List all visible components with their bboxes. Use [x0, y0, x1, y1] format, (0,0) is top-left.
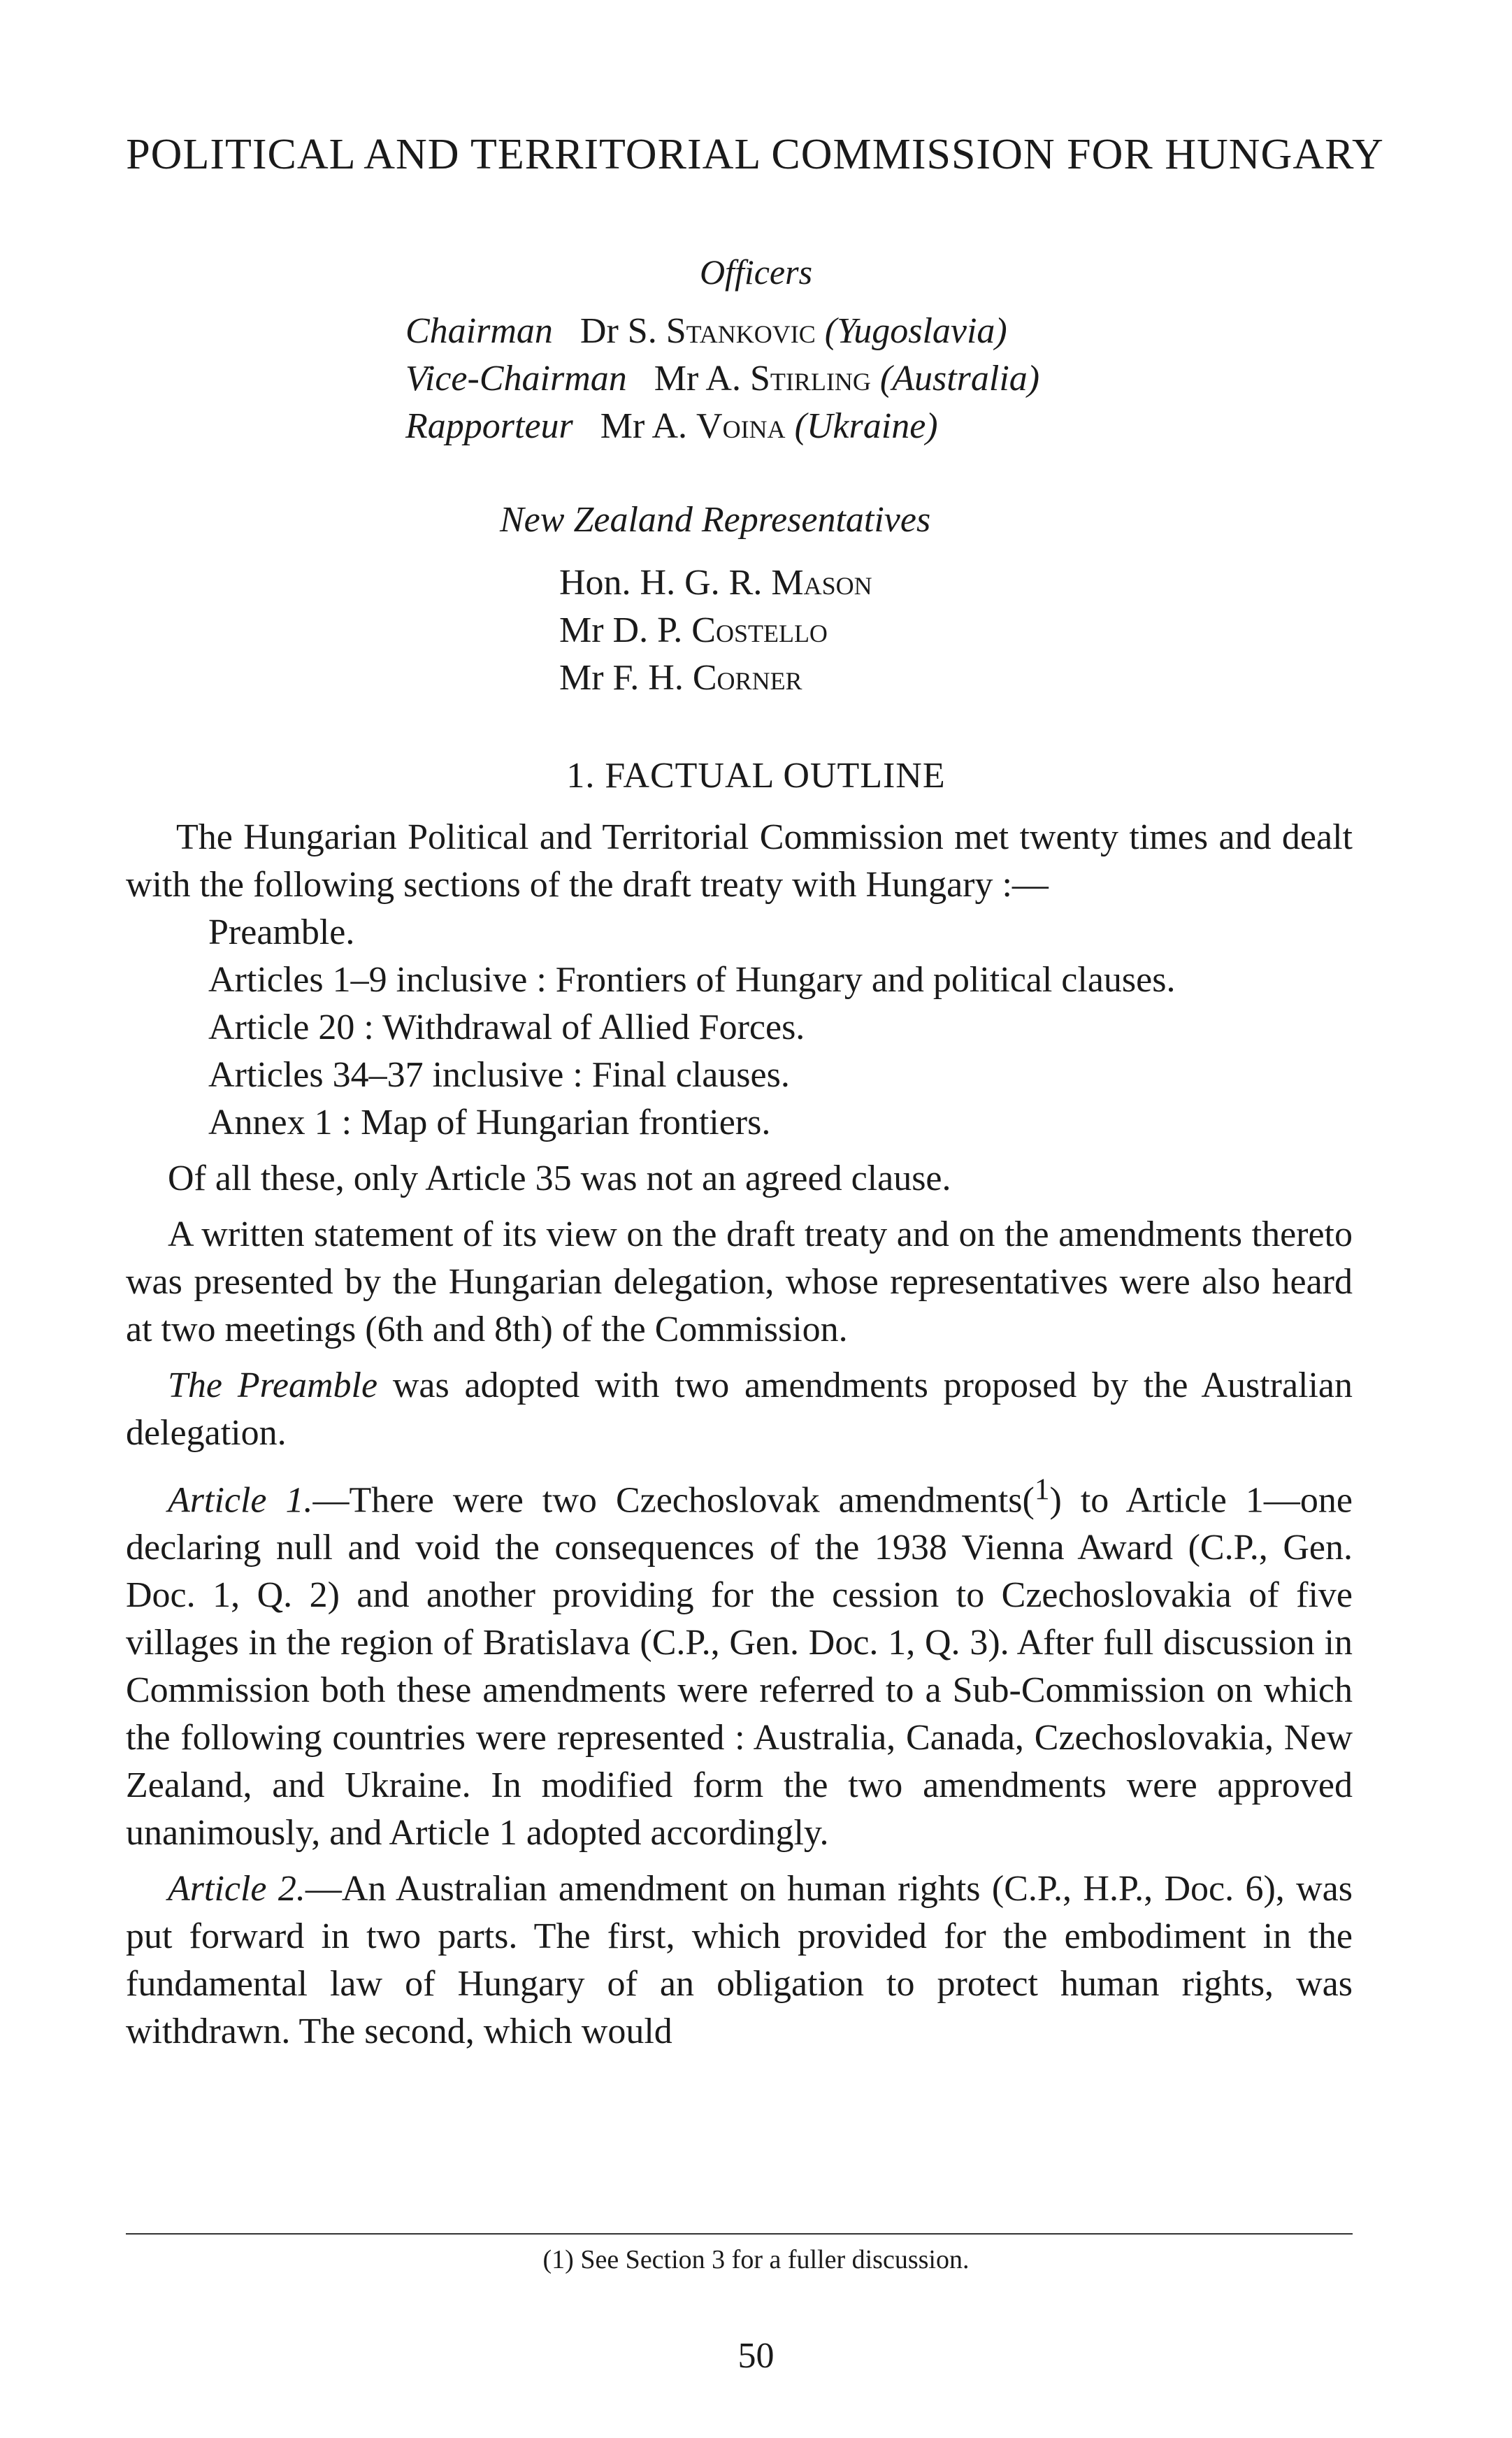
representative-title: Mr F. H.: [559, 658, 684, 698]
footnote: [0, 2244, 1512, 2275]
article-1-label: Article 1.: [168, 1480, 313, 1521]
officer-name: Stankovic: [665, 311, 816, 351]
officer-country: (Yugoslavia): [824, 311, 1007, 351]
article-1-paragraph: [126, 1465, 1353, 1857]
statement-paragraph: A written statement of its view on the draft treaty and on the amendments thereto was presented by the Hungarian delegation, whose representatives were also heard at two meetings (6th and 8th) of the Commission.: [126, 1214, 1353, 1349]
page-number: 50: [737, 2336, 775, 2376]
officer-title: Mr A.: [654, 359, 741, 399]
article-2-paragraph: [126, 1865, 1353, 2056]
officer-country: (Ukraine): [794, 406, 938, 446]
officer-row-chairman: [405, 308, 1039, 355]
treaty-sections-list: [208, 909, 1353, 1147]
officer-name: Stirling: [750, 359, 871, 399]
representative-row: [559, 654, 872, 702]
officer-name: Voina: [696, 406, 786, 446]
footnote-marker: (1): [542, 2245, 574, 2274]
officer-title: Dr S.: [579, 311, 657, 351]
article-1-text-a: —There were two Czechoslovak amendments(: [312, 1480, 1035, 1521]
officer-title: Mr A.: [600, 406, 688, 446]
agreed-clause-paragraph: Of all these, only Article 35 was not an agreed clause.: [168, 1159, 951, 1198]
list-item: Annex 1 : Map of Hungarian frontiers.: [208, 1103, 771, 1142]
article-2-label: Article 2.: [168, 1869, 305, 1909]
representative-name: Costello: [691, 610, 828, 650]
list-item: Preamble.: [208, 912, 355, 952]
preamble-text: was adopted with two amendments proposed by the Australian delegation.: [126, 1365, 1353, 1453]
section-body: [126, 814, 1353, 2056]
article-1-text-b: ) to Article 1—one declaring null and void the consequences of the 1938 Vienna Award (C.P., Gen. Doc. 1, Q. 2) and another providing for the cession to Czechoslovakia of five villages in the region of Bratislava (C.P., Gen. Doc. 1, Q. 3). After full discussion in Commission both these amendments were referred to a Sub-Commission on which the following countries were represented : Australia, Canada, Czechoslovakia, New Zealand, and Ukraine. In modified form the two amendments were approved unanimously, and Article 1 adopted accordingly.: [126, 1480, 1353, 1853]
officers-list: [405, 308, 1039, 450]
officer-role: Vice-Chairman: [405, 359, 627, 399]
representative-row: [559, 607, 872, 654]
preamble-label: The Preamble: [168, 1365, 378, 1405]
representative-name: Corner: [692, 658, 802, 698]
representative-row: [559, 559, 872, 607]
officer-row-vice-chairman: [405, 355, 1039, 403]
section-heading: 1. FACTUAL OUTLINE: [566, 756, 946, 796]
representatives-heading: New Zealand Representatives: [500, 500, 931, 540]
footnote-reference: 1: [1034, 1472, 1050, 1506]
article-2-text: —An Australian amendment on human rights (C.P., H.P., Doc. 6), was put forward in two parts. The first, which provided for the embodiment in the fundamental law of Hungary of an obligation to protect human rights, was withdrawn. The second, which would: [126, 1869, 1353, 2052]
footnote-divider: [126, 2233, 1353, 2235]
officer-role: Chairman: [405, 311, 553, 351]
page-title: POLITICAL AND TERRITORIAL COMMISSION FOR HUNGARY: [126, 131, 1384, 178]
officer-country: (Australia): [879, 359, 1040, 399]
officer-role: Rapporteur: [405, 406, 573, 446]
officers-heading: Officers: [699, 252, 813, 292]
footnote-text: See Section 3 for a fuller discussion.: [573, 2245, 970, 2274]
list-item: Articles 1–9 inclusive : Frontiers of Hungary and political clauses.: [208, 960, 1176, 1000]
preamble-paragraph: [126, 1362, 1353, 1457]
representative-title: Mr D. P.: [559, 610, 683, 650]
representatives-list: [559, 559, 872, 702]
representative-name: Mason: [771, 563, 872, 603]
intro-paragraph: The Hungarian Political and Territorial Commission met twenty times and dealt with the following sections of the draft treaty with Hungary :—: [126, 817, 1353, 905]
list-item: Articles 34–37 inclusive : Final clauses.: [208, 1055, 790, 1095]
officer-row-rapporteur: [405, 403, 1039, 450]
list-item: Article 20 : Withdrawal of Allied Forces.: [208, 1008, 805, 1047]
representative-title: Hon. H. G. R.: [559, 563, 763, 603]
